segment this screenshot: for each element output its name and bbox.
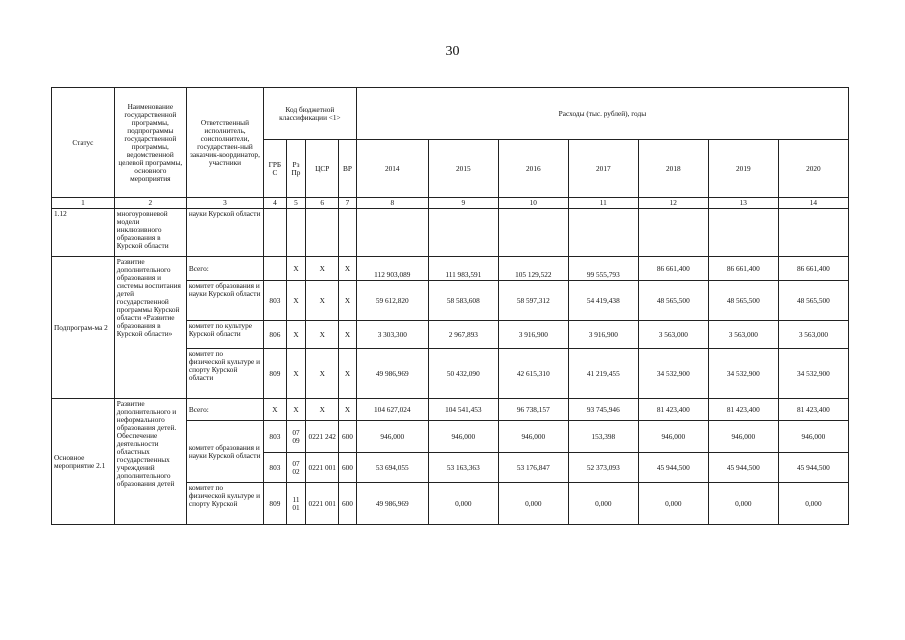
col-number: 3 xyxy=(186,198,263,209)
cell-grbs: 809 xyxy=(264,349,287,399)
cell-value: 86 661,400 xyxy=(638,257,708,281)
cell-vr: Х xyxy=(339,281,357,321)
cell-grbs: 806 xyxy=(264,321,287,349)
col-number: 1 xyxy=(52,198,115,209)
cell-vr: Х xyxy=(339,321,357,349)
cell-vr: Х xyxy=(339,349,357,399)
om21-name: Развитие дополнительного и неформального образования детей. Обеспечение деятельности областных государственных учреждений дополнительного образования детей xyxy=(114,399,186,525)
col-number: 7 xyxy=(339,198,357,209)
cell-value: 34 532,900 xyxy=(638,349,708,399)
cell-value: 946,000 xyxy=(428,421,498,453)
cell-rzpr: 07 09 xyxy=(286,421,306,453)
cell-value: 42 615,310 xyxy=(498,349,568,399)
row-responsible: комитет по физической культуре и спорту Курской xyxy=(186,483,263,525)
col-number: 5 xyxy=(286,198,306,209)
cell-value: 96 738,157 xyxy=(498,399,568,421)
cell-value: 3 303,300 xyxy=(356,321,428,349)
header-year: 2019 xyxy=(708,140,778,198)
cell-value: 0,000 xyxy=(568,483,638,525)
cell-csr: 0221 242 xyxy=(306,421,339,453)
row-responsible: Всего: xyxy=(186,257,263,281)
cell-value: 946,000 xyxy=(356,421,428,453)
cell-value: 48 565,500 xyxy=(708,281,778,321)
header-year: 2015 xyxy=(428,140,498,198)
cell-grbs: 809 xyxy=(264,483,287,525)
cell-value: 52 373,093 xyxy=(568,453,638,483)
cell-value: 104 541,453 xyxy=(428,399,498,421)
row-responsible: комитет образования и науки Курской области xyxy=(186,281,263,321)
cell-rzpr: Х xyxy=(286,349,306,399)
cell-value: 0,000 xyxy=(708,483,778,525)
row-responsible: Всего: xyxy=(186,399,263,421)
row-name: многоуровневой модели инклюзивного образования в Курской области xyxy=(114,209,186,257)
cell-value: 45 944,500 xyxy=(708,453,778,483)
cell-vr: 600 xyxy=(339,421,357,453)
cell-value: 3 563,000 xyxy=(638,321,708,349)
col-number: 12 xyxy=(638,198,708,209)
cell-vr: Х xyxy=(339,257,357,281)
header-rzpr: Рз Пр xyxy=(286,140,306,198)
budget-table xyxy=(51,87,849,525)
cell-value: 41 219,455 xyxy=(568,349,638,399)
cell-csr: Х xyxy=(306,349,339,399)
row-status: 1.12 xyxy=(52,209,115,257)
cell-value: 2 967,893 xyxy=(428,321,498,349)
cell-value: 53 694,055 xyxy=(356,453,428,483)
cell-rzpr: Х xyxy=(286,399,306,421)
row-responsible: комитет по культуре Курской области xyxy=(186,321,263,349)
cell-value: 111 983,591 xyxy=(428,257,498,281)
col-number: 11 xyxy=(568,198,638,209)
cell-value: 59 612,820 xyxy=(356,281,428,321)
cell-value: 34 532,900 xyxy=(708,349,778,399)
cell-value: 93 745,946 xyxy=(568,399,638,421)
cell-grbs: 803 xyxy=(264,421,287,453)
cell-csr: Х xyxy=(306,321,339,349)
header-budget-code: Код бюджетной классификации <1> xyxy=(264,88,357,140)
row-responsible: комитет по физической культуре и спорту Курской области xyxy=(186,349,263,399)
sub2-status: Подпрограм-ма 2 xyxy=(52,257,115,399)
cell-value: 58 597,312 xyxy=(498,281,568,321)
cell-rzpr: 11 01 xyxy=(286,483,306,525)
table-row-1-12 xyxy=(52,209,849,257)
col-number: 6 xyxy=(306,198,339,209)
cell-grbs: 803 xyxy=(264,453,287,483)
om21-status: Основное мероприятие 2.1 xyxy=(52,399,115,525)
cell-rzpr: 07 02 xyxy=(286,453,306,483)
cell-vr: 600 xyxy=(339,483,357,525)
header-grbs: ГРБ С xyxy=(264,140,287,198)
cell-value: 53 163,363 xyxy=(428,453,498,483)
cell-value: 99 555,793 xyxy=(568,257,638,281)
cell-csr: 0221 001 xyxy=(306,453,339,483)
column-number-row xyxy=(52,198,849,209)
col-number: 8 xyxy=(356,198,428,209)
cell-value: 48 565,500 xyxy=(638,281,708,321)
cell-value: 153,398 xyxy=(568,421,638,453)
cell-value: 946,000 xyxy=(638,421,708,453)
cell-rzpr: Х xyxy=(286,257,306,281)
cell-value: 946,000 xyxy=(708,421,778,453)
row-responsible: науки Курской области xyxy=(186,209,263,257)
cell-value: 58 583,608 xyxy=(428,281,498,321)
cell-value: 49 986,969 xyxy=(356,483,428,525)
cell-value: 0,000 xyxy=(428,483,498,525)
cell-value: 45 944,500 xyxy=(638,453,708,483)
cell-value: 49 986,969 xyxy=(356,349,428,399)
cell-value: 81 423,400 xyxy=(638,399,708,421)
cell-csr: Х xyxy=(306,257,339,281)
cell-value: 50 432,090 xyxy=(428,349,498,399)
cell-value: 3 916,900 xyxy=(568,321,638,349)
col-number: 4 xyxy=(264,198,287,209)
sub2-name: Развитие дополнительного образования и системы воспитания детей государственной программы Курской области «Развитие образования в Курской области» xyxy=(114,257,186,399)
cell-value: 0,000 xyxy=(778,483,848,525)
cell-rzpr: Х xyxy=(286,321,306,349)
col-number: 9 xyxy=(428,198,498,209)
cell-value: 3 916,900 xyxy=(498,321,568,349)
cell-value: 54 419,438 xyxy=(568,281,638,321)
table-row-om21-total xyxy=(52,399,849,421)
cell-csr: 0221 001 xyxy=(306,483,339,525)
cell-value: 104 627,024 xyxy=(356,399,428,421)
cell-value: 53 176,847 xyxy=(498,453,568,483)
col-number: 2 xyxy=(114,198,186,209)
cell-value: 45 944,500 xyxy=(778,453,848,483)
cell-value: 86 661,400 xyxy=(708,257,778,281)
cell-value: 105 129,522 xyxy=(498,257,568,281)
cell-value: 3 563,000 xyxy=(778,321,848,349)
header-csr: ЦСР xyxy=(306,140,339,198)
page-number: 30 xyxy=(445,44,460,59)
cell-csr: Х xyxy=(306,399,339,421)
header-year: 2018 xyxy=(638,140,708,198)
cell-value: 946,000 xyxy=(778,421,848,453)
col-number: 14 xyxy=(778,198,848,209)
header-year: 2020 xyxy=(778,140,848,198)
cell-value: 0,000 xyxy=(638,483,708,525)
header-year: 2014 xyxy=(356,140,428,198)
header-row-1 xyxy=(52,88,849,140)
cell-grbs: Х xyxy=(264,399,287,421)
cell-value: 48 565,500 xyxy=(778,281,848,321)
cell-vr: Х xyxy=(339,399,357,421)
cell-csr: Х xyxy=(306,281,339,321)
cell-value: 34 532,900 xyxy=(778,349,848,399)
table-row-sub2-total xyxy=(52,257,849,281)
cell-value: 81 423,400 xyxy=(778,399,848,421)
col-number: 13 xyxy=(708,198,778,209)
col-number: 10 xyxy=(498,198,568,209)
cell-value: 0,000 xyxy=(498,483,568,525)
cell-grbs: 803 xyxy=(264,281,287,321)
header-expenses: Расходы (тыс. рублей), годы xyxy=(356,88,848,140)
header-name: Наименование государственной программы, подпрограммы государственной программы, ведомственной целевой программы, основного мероприятия xyxy=(114,88,186,198)
header-year: 2016 xyxy=(498,140,568,198)
row-responsible: комитет образования и науки Курской области xyxy=(186,421,263,483)
cell-value: 81 423,400 xyxy=(708,399,778,421)
header-status: Статус xyxy=(52,88,115,198)
cell-value: 86 661,400 xyxy=(778,257,848,281)
cell-value: 112 903,089 xyxy=(356,257,428,281)
cell-value: 946,000 xyxy=(498,421,568,453)
header-responsible: Ответственный исполнитель, соисполнители, государствен-ный заказчик-координатор, участники xyxy=(186,88,263,198)
header-year: 2017 xyxy=(568,140,638,198)
cell-vr: 600 xyxy=(339,453,357,483)
header-vr: ВР xyxy=(339,140,357,198)
cell-grbs xyxy=(264,257,287,281)
cell-rzpr: Х xyxy=(286,281,306,321)
cell-value: 3 563,000 xyxy=(708,321,778,349)
